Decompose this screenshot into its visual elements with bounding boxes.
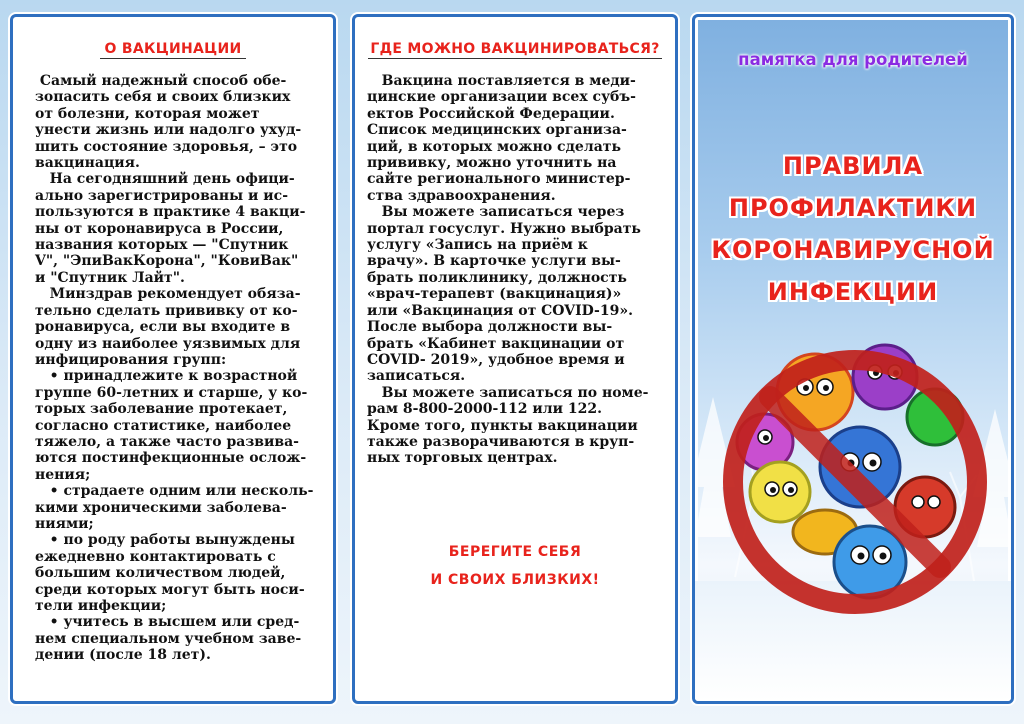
where-text-line: брать поликлинику, должность (367, 269, 627, 286)
about-text-line: На сегодняшний день офици- (35, 171, 295, 188)
where-text-line: «врач-терапевт (вакцинация)» (367, 286, 622, 303)
about-text-line: вакцинация. (35, 155, 140, 172)
title-line-4: ИНФЕКЦИИ (767, 278, 939, 306)
about-text-line: унести жизнь или надолго ухуд- (35, 122, 302, 139)
about-text-line: ются постинфекционные ослож- (35, 450, 307, 467)
heading-about-vaccination: О ВАКЦИНАЦИИ (13, 41, 333, 57)
about-text-line: Самый надежный способ обе- (35, 73, 287, 89)
title-line-1: ПРАВИЛА (782, 152, 924, 180)
where-text-line: COVID- 2019», удобное время и (367, 351, 625, 368)
about-text-line: V", "ЭпиВакКорона", "КовиВак" (35, 253, 299, 270)
about-text-line: кими хроническими заболева- (35, 499, 287, 516)
where-text-line: также разворачиваются в круп- (367, 433, 635, 450)
virus-prohibition-sign-icon (720, 317, 990, 637)
about-text-line: • учитесь в высшем или сред- (35, 614, 300, 631)
where-text-line: портал госуслуг. Нужно выбрать (367, 220, 641, 237)
title-line-2: ПРОФИЛАКТИКИ (728, 194, 978, 222)
about-text-line: нем специальном учебном заве- (35, 630, 302, 647)
where-text-line: рам 8-800-2000-112 или 122. (367, 401, 602, 418)
about-text-line: тельно сделать прививку от ко- (35, 302, 298, 319)
about-text-line: пользуются в практике 4 вакци- (35, 204, 306, 221)
where-text-line: После выбора должности вы- (367, 319, 613, 336)
about-text-line: ально зарегистрированы и ис- (35, 187, 288, 204)
about-text-line: среди которых могут быть носи- (35, 581, 305, 598)
panel-about-vaccination (10, 14, 336, 704)
about-text-line: от болезни, которая может (35, 105, 260, 122)
about-text-line: ежедневно контактировать с (35, 548, 276, 565)
where-text-line: ций, в которых можно сделать (367, 138, 621, 155)
callout-take-care (355, 538, 675, 594)
panel-cover (692, 14, 1014, 704)
where-text-line: или «Вакцинация от COVID-19». (367, 302, 633, 319)
about-text-line: зопасить себя и своих близких (35, 89, 291, 106)
panel-where-to-vaccinate (352, 14, 678, 704)
where-text-line: врачу». В карточке услуги вы- (367, 253, 621, 270)
about-text-line: • принадлежите к возрастной (35, 368, 298, 385)
where-text-line: ных торговых центрах. (367, 450, 558, 467)
where-text-line: записаться. (367, 368, 466, 385)
where-text-line: сайте регионального министер- (367, 171, 631, 188)
where-text-line: услугу «Запись на приём к (367, 237, 588, 254)
about-text-line: ронавируса, если вы входите в (35, 319, 291, 336)
text-about-vaccination (35, 73, 325, 664)
about-text-line: инфицирования групп: (35, 351, 227, 368)
where-text-line: прививку, можно уточнить на (367, 155, 617, 172)
where-text-line: ства здравоохранения. (367, 187, 556, 204)
where-text-line: ектов Российской Федерации. (367, 105, 615, 122)
where-text-line: Вы можете записаться по номе- (367, 384, 649, 401)
about-text-line: группе 60-летних и старше, у ко- (35, 384, 308, 401)
where-text-line: брать «Кабинет вакцинации от (367, 335, 625, 352)
where-text-line: Вы можете записаться через (367, 204, 625, 221)
about-text-line: • по роду работы вынуждены (35, 532, 295, 549)
heading-where-to-vaccinate: ГДЕ МОЖНО ВАКЦИНИРОВАТЬСЯ? (370, 41, 660, 57)
about-text-line: названия которых — "Спутник (35, 237, 289, 254)
about-text-line: одну из наиболее уязвимых для (35, 335, 301, 352)
about-text-line: • страдаете одним или несколь- (35, 483, 314, 500)
about-text-line: дении (после 18 лет). (35, 647, 211, 664)
where-text-line: цинские организации всех субъ- (367, 89, 636, 106)
where-text-line: Вакцина поставляется в меди- (367, 73, 636, 89)
where-text-line: Кроме того, пункты вакцинации (367, 417, 638, 434)
about-text-line: ниями; (35, 515, 94, 532)
about-text-line: большим количеством людей, (35, 565, 286, 582)
about-text-line: и "Спутник Лайт". (35, 269, 185, 286)
about-text-line: тели инфекции; (35, 598, 167, 614)
about-text-line: тяжело, а также часто развива- (35, 433, 299, 450)
about-text-line: шить состояние здоровья, – это (35, 138, 298, 155)
where-text-line: Список медицинских организа- (367, 122, 627, 139)
memo-for-parents: памятка для родителей (738, 50, 968, 69)
callout-line-2: И СВОИХ БЛИЗКИХ! (430, 572, 600, 588)
callout-line-1: БЕРЕГИТЕ СЕБЯ (448, 544, 582, 560)
about-text-line: согласно статистике, наиболее (35, 417, 292, 434)
about-text-line: ны от коронавируса в России, (35, 220, 284, 237)
text-where-to-vaccinate (367, 73, 667, 467)
about-text-line: Минздрав рекомендует обяза- (35, 286, 301, 303)
cover-title (695, 145, 1011, 313)
about-text-line: торых заболевание протекает, (35, 401, 288, 418)
title-line-3: КОРОНАВИРУСНОЙ (711, 236, 995, 264)
about-text-line: нения; (35, 466, 91, 483)
